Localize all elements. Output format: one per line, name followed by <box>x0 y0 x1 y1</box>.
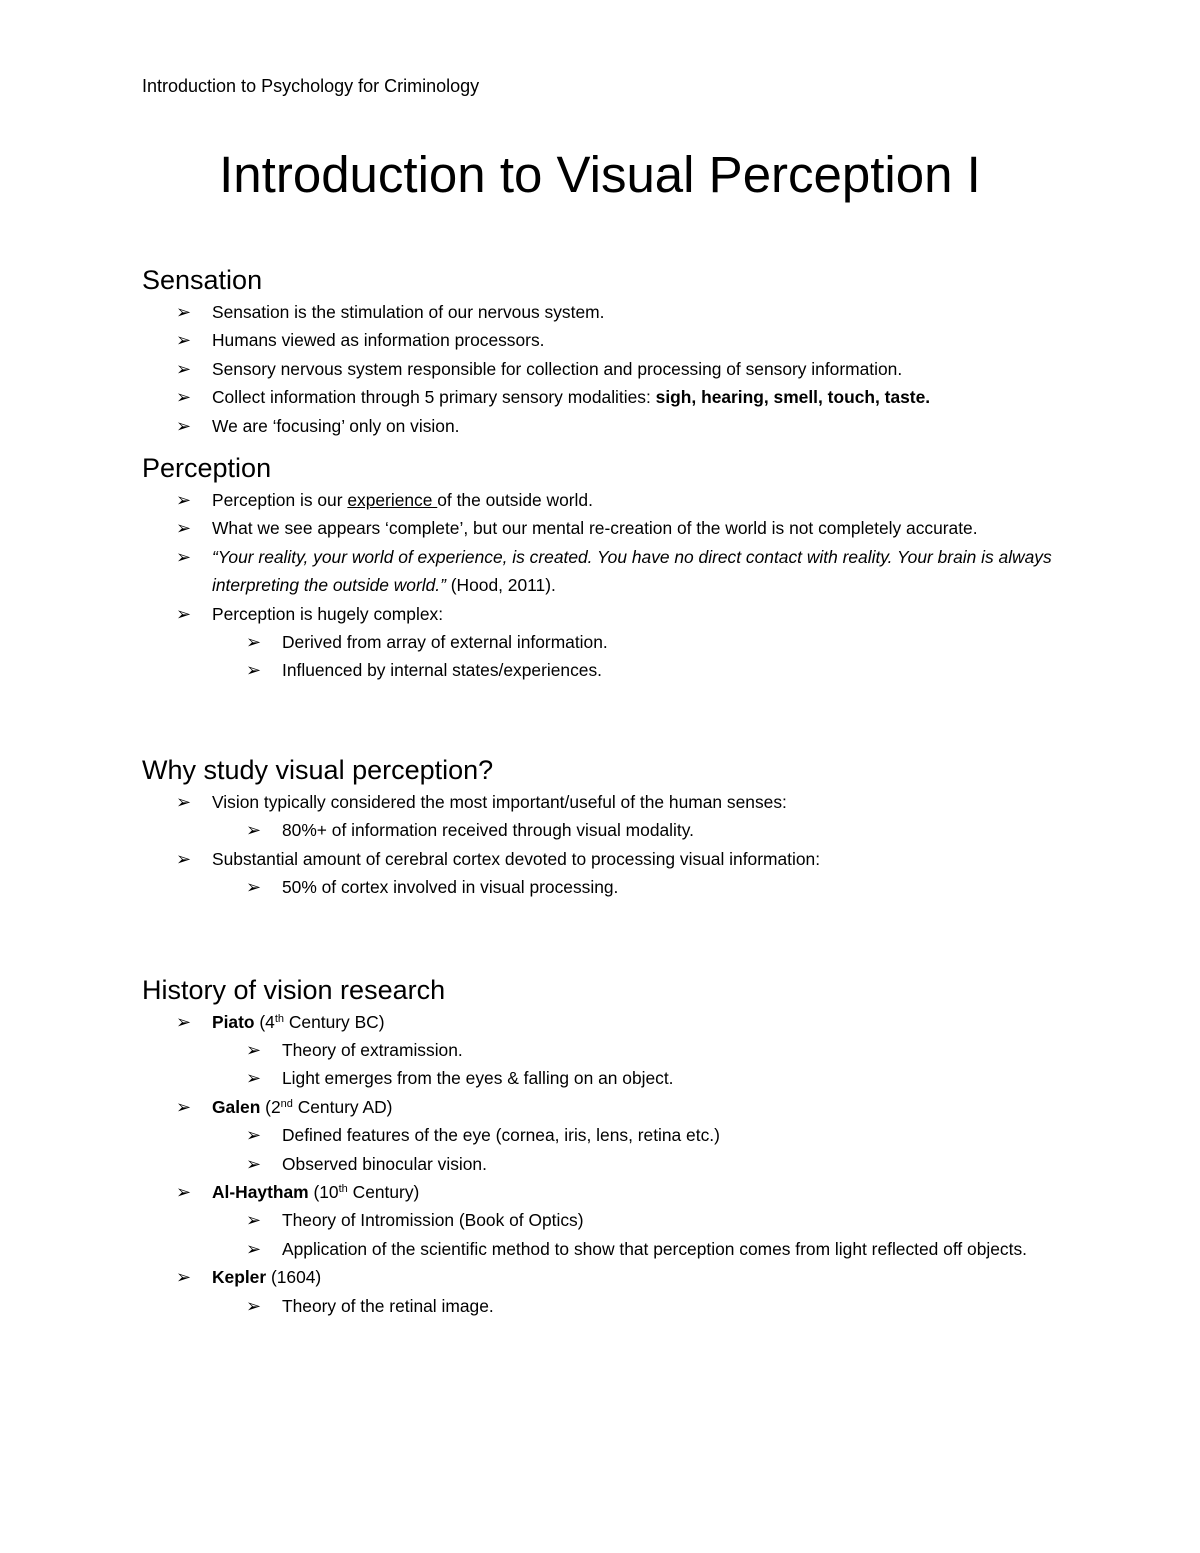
document-body <box>142 262 1062 1320</box>
arrow-bullet-icon: ➢ <box>176 546 192 567</box>
sub-list-item: ➢ Theory of Intromission (Book of Optics) <box>142 1206 1062 1234</box>
sub-list-item: ➢ Observed binocular vision. <box>142 1150 1062 1178</box>
why-list <box>142 788 1062 902</box>
running-header: Introduction to Psychology for Criminology <box>142 76 480 96</box>
sub-list-item: ➢ Derived from array of external information. <box>142 628 1062 656</box>
sub-list-item: ➢ Theory of extramission. <box>142 1036 1062 1064</box>
arrow-bullet-icon: ➢ <box>246 877 262 898</box>
list-item: ➢ “Your reality, your world of experience, is created. You have no direct contact with reality. Your brain is always interpreting the outside world.” (Hood, 2011). <box>142 543 1062 600</box>
arrow-bullet-icon: ➢ <box>176 358 192 379</box>
perception-list <box>142 486 1062 685</box>
arrow-bullet-icon: ➢ <box>246 660 262 681</box>
section-heading-sensation: Sensation <box>142 265 263 295</box>
list-item: ➢ Sensory nervous system responsible for collection and processing of sensory information. <box>142 355 1062 383</box>
sub-list-item: ➢ Defined features of the eye (cornea, iris, lens, retina etc.) <box>142 1121 1062 1149</box>
section-heading-history: History of vision research <box>142 974 446 1005</box>
sub-list-item: ➢ Light emerges from the eyes & falling on an object. <box>142 1064 1062 1092</box>
modalities-list: sigh, hearing, smell, touch, taste. <box>655 387 931 408</box>
arrow-bullet-icon: ➢ <box>246 820 262 841</box>
list-item: ➢ Perception is hugely complex: <box>142 600 1062 628</box>
list-item: ➢ What we see appears ‘complete’, but our mental re-creation of the world is not completely accurate. <box>142 514 1062 542</box>
list-item: ➢ Kepler (1604) <box>142 1263 1062 1291</box>
arrow-bullet-icon: ➢ <box>176 791 192 812</box>
arrow-bullet-icon: ➢ <box>176 490 192 511</box>
list-item: ➢ Perception is our experience of the outside world. <box>142 486 1062 514</box>
arrow-bullet-icon: ➢ <box>246 1210 262 1231</box>
sensation-list <box>142 298 1062 440</box>
arrow-bullet-icon: ➢ <box>246 1295 262 1316</box>
document-title: Introduction to Visual Perception I <box>219 146 981 203</box>
section-heading-perception: Perception <box>142 453 272 484</box>
sub-list-item: ➢ 50% of cortex involved in visual processing. <box>142 873 1062 901</box>
arrow-bullet-icon: ➢ <box>176 1011 192 1032</box>
arrow-bullet-icon: ➢ <box>176 603 192 624</box>
list-item: ➢ Galen (2nd Century AD) <box>142 1093 1062 1121</box>
arrow-bullet-icon: ➢ <box>246 1125 262 1146</box>
list-item: ➢ Vision typically considered the most important/useful of the human senses: <box>142 788 1062 816</box>
sub-list-item: ➢ Application of the scientific method to show that perception comes from light reflected off objects. <box>142 1235 1062 1263</box>
sub-list-item: ➢ Theory of the retinal image. <box>142 1292 1062 1320</box>
list-item: ➢ Collect information through 5 primary sensory modalities: sigh, hearing, smell, touch, taste. <box>142 383 1062 411</box>
arrow-bullet-icon: ➢ <box>176 302 192 322</box>
list-item: ➢ Al-Haytham (10th Century) <box>142 1178 1062 1206</box>
list-item: ➢ Sensation is the stimulation of our nervous system. <box>142 298 1062 326</box>
section-heading-why-study: Why study visual perception? <box>142 754 494 785</box>
list-item: ➢ Piato (4th Century BC) <box>142 1008 1062 1036</box>
arrow-bullet-icon: ➢ <box>176 1181 192 1202</box>
experience-underlined: experience <box>347 490 438 511</box>
list-item: ➢ Substantial amount of cerebral cortex devoted to processing visual information: <box>142 845 1062 873</box>
arrow-bullet-icon: ➢ <box>176 848 192 869</box>
arrow-bullet-icon: ➢ <box>246 1153 262 1174</box>
sub-list-item: ➢ Influenced by internal states/experiences. <box>142 656 1062 684</box>
hood-quote: “Your reality, your world of experience, is created. You have no direct contact with reality. Your brain is always interpreting the outside world.” <box>212 546 1052 596</box>
arrow-bullet-icon: ➢ <box>176 415 192 436</box>
arrow-bullet-icon: ➢ <box>246 1039 262 1060</box>
history-list <box>142 1008 1062 1320</box>
arrow-bullet-icon: ➢ <box>176 387 192 408</box>
arrow-bullet-icon: ➢ <box>246 632 262 653</box>
arrow-bullet-icon: ➢ <box>176 1096 192 1117</box>
list-item: ➢ We are ‘focusing’ only on vision. <box>142 412 1062 440</box>
arrow-bullet-icon: ➢ <box>246 1068 262 1089</box>
list-item: ➢ Humans viewed as information processors. <box>142 326 1062 354</box>
arrow-bullet-icon: ➢ <box>176 1267 192 1288</box>
sub-list-item: ➢ 80%+ of information received through visual modality. <box>142 816 1062 844</box>
arrow-bullet-icon: ➢ <box>176 330 192 351</box>
arrow-bullet-icon: ➢ <box>246 1238 262 1259</box>
arrow-bullet-icon: ➢ <box>176 518 192 539</box>
